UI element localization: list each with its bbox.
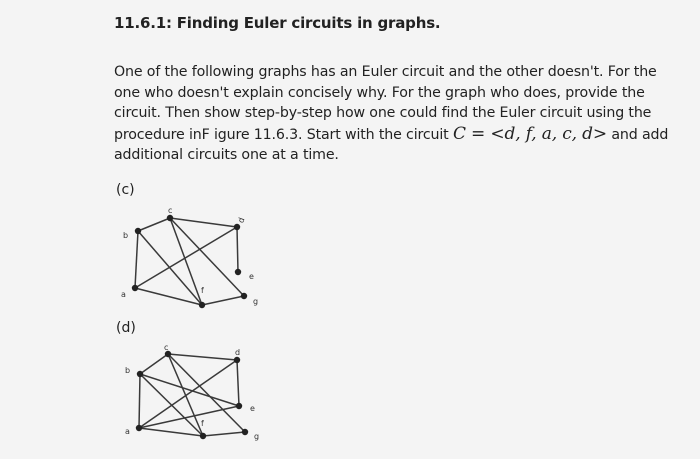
graph-d-edge-c-g	[168, 354, 245, 432]
graph-d-edge-f-g	[203, 432, 245, 436]
graph-c-vertex-f	[199, 302, 205, 308]
graph-c-label-f: f	[201, 286, 204, 295]
graph-d-label-d: d	[235, 348, 241, 357]
problem-statement	[114, 62, 684, 166]
graph-d-label-c: c	[164, 343, 169, 352]
graph-c-edge-f-g	[202, 296, 244, 305]
graph-d-vertex-b	[137, 371, 143, 377]
graph-c-label: (c)	[116, 182, 135, 198]
graph-c-vertex-g	[241, 293, 247, 299]
graph-d-edge-a-b	[139, 374, 140, 428]
graph-c-edge-b-c	[138, 218, 170, 231]
graph-d-label-a: a	[125, 427, 130, 436]
graph-d-edge-c-f	[168, 354, 203, 436]
graph-c-vertex-c	[167, 215, 173, 221]
starting-circuit-math: C = <d, f, a, c, d>	[452, 123, 607, 144]
graph-d-label-b: b	[125, 366, 131, 375]
graph-c-label-g: g	[253, 297, 259, 306]
problem-heading: 11.6.1: Finding Euler circuits in graphs.	[114, 14, 441, 32]
graph-d-edge-b-f	[140, 374, 203, 436]
graph-d-label-g: g	[254, 432, 260, 441]
graph-d-edge-c-d	[168, 354, 237, 360]
graph-c-vertex-d	[234, 224, 240, 230]
graph-d-vertex-d	[234, 357, 240, 363]
graph-c-vertex-b	[135, 228, 141, 234]
graph-c-label-c: c	[168, 206, 173, 215]
graph-d-vertex-e	[236, 403, 242, 409]
graph-c-vertex-a	[132, 285, 138, 291]
graph-d-diagram	[110, 340, 280, 450]
graph-c-edge-a-b	[135, 231, 138, 288]
graph-c-edge-c-d	[170, 218, 237, 227]
graph-c-edge-d-e	[237, 227, 238, 272]
statement-text-part-1: One of the following graphs has an Euler circuit and the other doesn't. For the one who doesn't explain concisely why. For the graph who does, provide the circuit. Then show step-by-step how one could find the Euler circuit using the procedure inF igure 11.6.3. Start with the circuit	[114, 64, 657, 143]
graph-c-label-e: e	[249, 272, 254, 281]
graph-d-edge-b-e	[140, 374, 239, 406]
graph-d-edge-d-e	[237, 360, 239, 406]
graph-c-diagram	[110, 200, 280, 320]
graph-c-label-d: d	[236, 216, 247, 225]
graph-d-label-f: f	[201, 419, 204, 428]
graph-d-vertex-g	[242, 429, 248, 435]
graph-c-edge-a-d	[135, 227, 237, 288]
graph-d-edge-b-c	[140, 354, 168, 374]
graph-c-vertex-e	[235, 269, 241, 275]
statement-text-part-2: and add additional circuits one at a time.	[114, 126, 669, 164]
graph-d-edge-a-f	[139, 428, 203, 436]
graph-c-edge-a-f	[135, 288, 202, 305]
graph-c-label-a: a	[121, 290, 126, 299]
graph-d-vertex-a	[136, 425, 142, 431]
graph-c-edge-c-f	[170, 218, 202, 305]
graph-d-vertex-f	[200, 433, 206, 439]
graph-d-label: (d)	[116, 320, 136, 336]
graph-c-label-b: b	[123, 231, 129, 240]
graph-d-label-e: e	[250, 404, 255, 413]
